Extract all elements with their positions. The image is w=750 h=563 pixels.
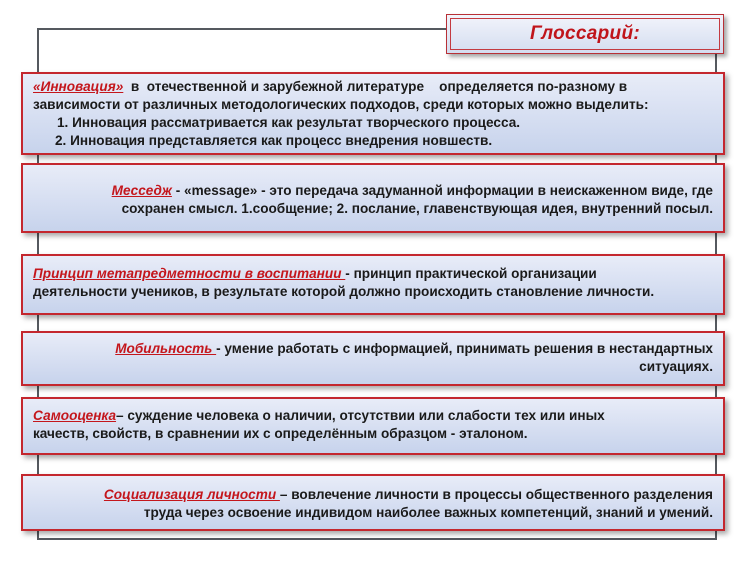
term-mobility: Мобильность: [115, 341, 217, 356]
glossary-title-box: [446, 14, 724, 54]
term-selfesteem: Самооценка: [33, 408, 117, 423]
term-socialization: Социализация личности: [103, 487, 280, 502]
term-metasubject: Принцип метапредметности в воспитании: [33, 266, 346, 281]
glossary-entry-mobility: [21, 331, 725, 386]
term-innovation: «Инновация»: [33, 79, 124, 94]
definition-text: - принцип практической организации: [345, 266, 597, 281]
glossary-entry-metasubject: [21, 254, 725, 315]
glossary-entry-message: [21, 163, 725, 233]
entry-line: [33, 182, 713, 200]
definition-text: - «message» - это передача задуманной информации в неискаженном виде, где: [171, 183, 713, 198]
glossary-entry-innovation: [21, 72, 725, 155]
entry-line: [33, 486, 713, 504]
definition-text: – вовлечение личности в процессы общественного разделения: [279, 487, 713, 502]
glossary-entry-socialization: [21, 474, 725, 531]
definition-text: деятельности учеников, в результате которой должно происходить становление личности.: [33, 284, 655, 299]
definition-text: качеств, свойств, в сравнении их с определённым образцом - эталоном.: [33, 426, 528, 441]
definition-text: – суждение человека о наличии, отсутствии или слабости тех или иных: [116, 408, 605, 423]
entry-line: [33, 407, 713, 425]
entry-line: [33, 265, 713, 283]
definition-text: зависимости от различных методологических подходов, среди которых можно выделить:: [33, 97, 649, 112]
definition-text: труда через освоение индивидом наиболее важных компетенций, знаний и умений.: [143, 505, 713, 520]
definition-text: сохранен смысл. 1.сообщение; 2. послание, главенствующая идея, внутренний посыл.: [121, 201, 713, 216]
list-item: 2. Инновация представляется как процесс внедрения новшеств.: [55, 133, 493, 148]
page-title: Глоссарий:: [450, 18, 720, 50]
entry-line: [33, 340, 713, 358]
glossary-entry-selfesteem: [21, 397, 725, 455]
definition-text: в отечественной и зарубежной литературе определяется по-разному в: [123, 79, 628, 94]
entry-line: [33, 78, 713, 96]
term-message: Месседж: [111, 183, 172, 198]
list-item: 1. Инновация рассматривается как результат творческого процесса.: [57, 115, 521, 130]
definition-text: ситуациях.: [639, 359, 713, 374]
definition-text: - умение работать с информацией, принимать решения в нестандартных: [216, 341, 713, 356]
